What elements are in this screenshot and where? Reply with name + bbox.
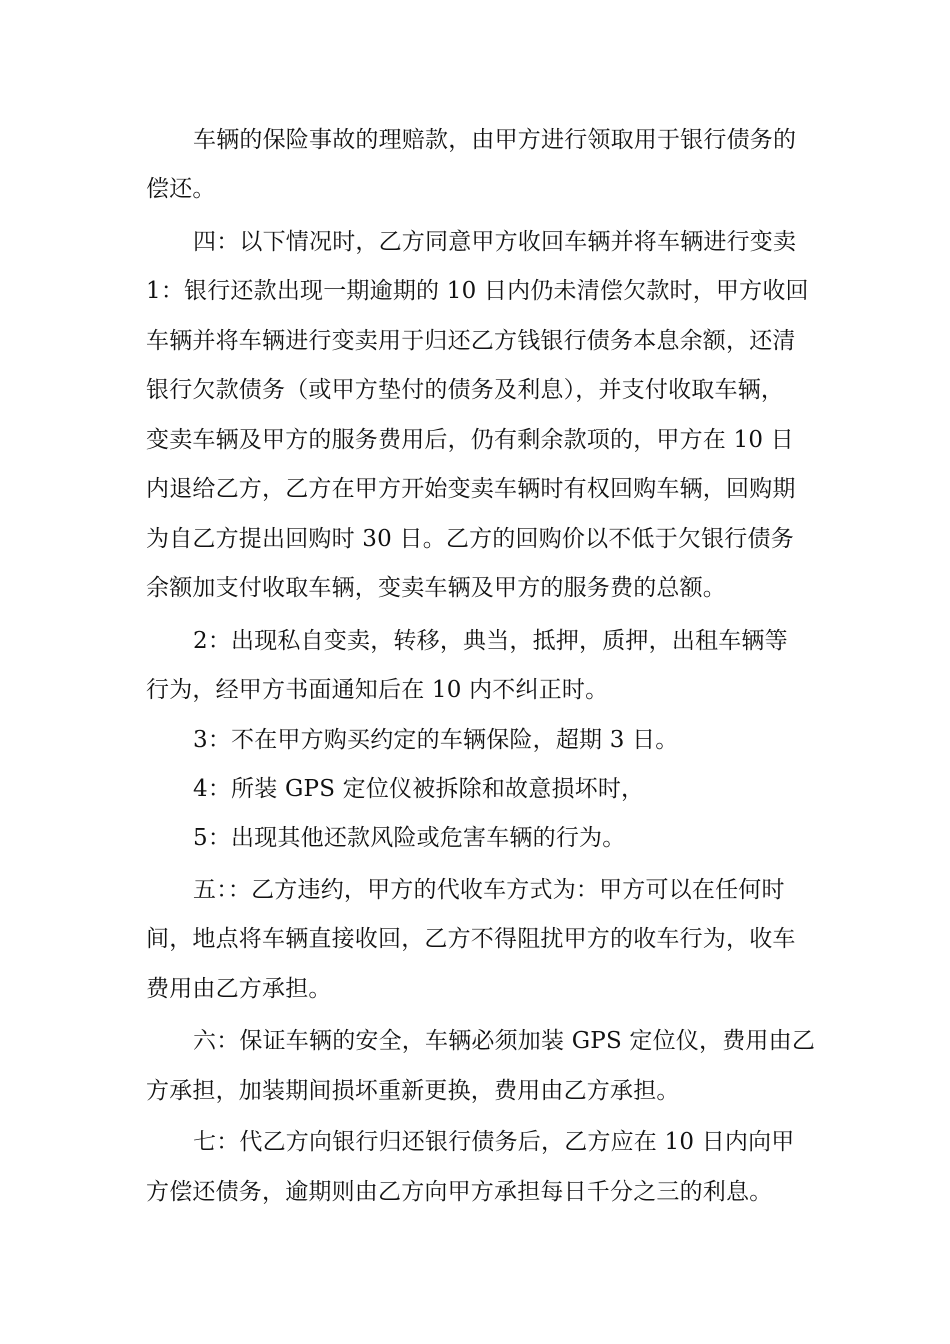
text-line: 七：代乙方向银行归还银行债务后，乙方应在 10 日内向甲 [193,1129,795,1155]
text-line: 银行欠款债务（或甲方垫付的债务及利息），并支付收取车辆， [146,377,785,403]
text-line: 车辆的保险事故的理赔款，由甲方进行领取用于银行债务的 [193,127,797,153]
text-line: 5：出现其他还款风险或危害车辆的行为。 [193,825,626,851]
text-line: 3：不在甲方购买约定的车辆保险，超期 3 日。 [193,727,679,753]
text-line: 六：保证车辆的安全，车辆必须加装 GPS 定位仪，费用由乙 [193,1028,816,1054]
text-line: 间，地点将车辆直接收回，乙方不得阻扰甲方的收车行为，收车 [146,926,796,952]
text-line: 方偿还债务，逾期则由乙方向甲方承担每日千分之三的利息。 [146,1179,773,1205]
text-line: 费用由乙方承担。 [146,976,332,1002]
text-line: 偿还。 [146,176,216,202]
text-line: 车辆并将车辆进行变卖用于归还乙方钱银行债务本息余额，还清 [146,328,796,354]
text-line: 1：银行还款出现一期逾期的 10 日内仍未清偿欠款时，甲方收回 [146,278,809,304]
text-line: 2：出现私自变卖，转移，典当，抵押，质押，出租车辆等 [193,628,788,654]
text-line: 方承担，加装期间损坏重新更换，费用由乙方承担。 [146,1078,680,1104]
text-line: 4：所装 GPS 定位仪被拆除和故意损坏时， [193,776,645,802]
text-line: 五：：乙方违约，甲方的代收车方式为：甲方可以在任何时 [193,877,785,903]
text-line: 内退给乙方，乙方在甲方开始变卖车辆时有权回购车辆，回购期 [146,476,796,502]
text-line: 四：以下情况时，乙方同意甲方收回车辆并将车辆进行变卖 [193,229,797,255]
text-line: 变卖车辆及甲方的服务费用后，仍有剩余款项的，甲方在 10 日 [146,427,794,453]
text-line: 余额加支付收取车辆，变卖车辆及甲方的服务费的总额。 [146,575,726,601]
text-line: 行为，经甲方书面通知后在 10 内不纠正时。 [146,677,609,703]
text-line: 为自乙方提出回购时 30 日。乙方的回购价以不低于欠银行债务 [146,526,794,552]
